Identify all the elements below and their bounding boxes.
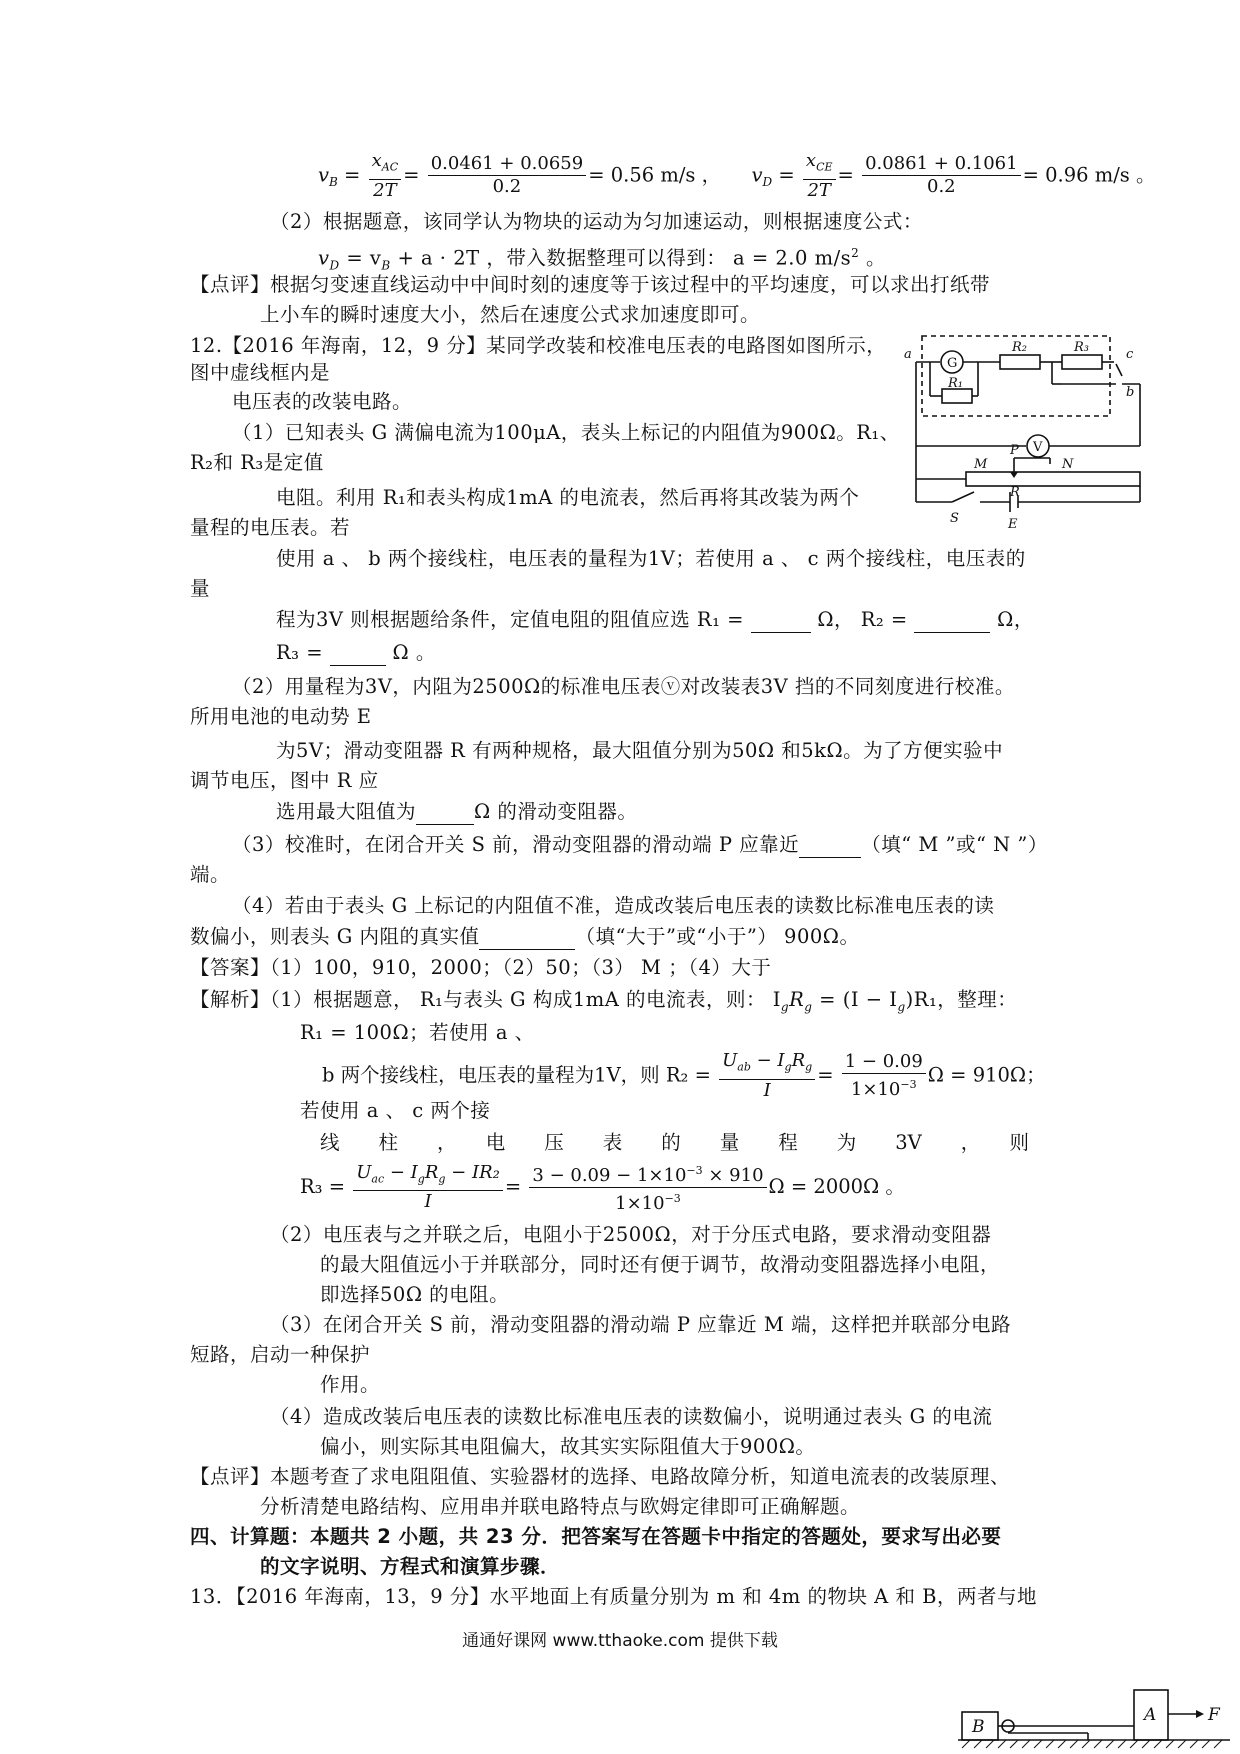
m-label: M	[974, 457, 988, 472]
text-line: 数偏小，则表头 G 内阻的真实值 （填“大于”或“小于”） 900Ω。	[190, 925, 860, 948]
answer-blank-r2	[914, 614, 990, 633]
text-line: 作用。	[320, 1373, 381, 1396]
text-line: 调节电压，图中 R 应	[190, 769, 379, 792]
answer-blank-p	[799, 839, 861, 858]
p-label: P	[1010, 443, 1019, 458]
circuit-diagram	[900, 334, 1150, 534]
answer-blank-r	[416, 806, 474, 825]
block-b-label: B	[972, 1717, 985, 1737]
equation-vb-vd: $v_B$ = $\frac{x_{AC}}{2T}$ = $\frac{0.0461 + 0.0659}{0.2}$ = 0.56 m/s ， $v_D$ = $\frac{x_{CE}}{2T}$ = $\frac{0.0861 + 0.1061}{0.2}$ = 0.96 m/s 。	[318, 150, 1156, 201]
text-line: 量	[190, 577, 211, 600]
text-line: 电阻。利用 R₁和表头构成1mA 的电流表，然后再将其改装为两个	[276, 486, 860, 509]
question-13-title: 13．【2016 年海南，13，9 分】水平地面上有质量分别为 m 和 4m 的物块 A 和 B，两者与地	[190, 1585, 1037, 1608]
text-line: 程为3V 则根据题给条件，定值电阻的阻值应选 R₁ = Ω， R₂ = Ω，	[276, 608, 1034, 631]
text-line: R₂和 R₃是定值	[190, 451, 324, 474]
battery-label: E	[1008, 517, 1018, 532]
text-line: 偏小，则实际其电阻偏大，故其实实际阻值大于900Ω。	[320, 1435, 816, 1458]
text-line: 量程的电压表。若	[190, 516, 351, 539]
text-line: （3）校准时，在闭合开关 S 前，滑动变阻器的滑动端 P 应靠近 （填“ M ”或“ N ”）	[232, 833, 1048, 856]
force-f-label: F	[1208, 1705, 1220, 1725]
text-line: 短路，启动一种保护	[190, 1343, 371, 1366]
text-line: （1）已知表头 G 满偏电流为100μA，表头上标记的内阻值为900Ω。R₁、	[232, 421, 900, 444]
r2-label: R₂	[1012, 340, 1027, 355]
text-line: （3）在闭合开关 S 前，滑动变阻器的滑动端 P 应靠近 M 端，这样把并联部分电路	[270, 1313, 1012, 1336]
text-line: 【解析】（1）根据题意， R₁与表头 G 构成1mA 的电流表，则： $I_gR_g = (I - I_g)R_1$，整理：	[190, 988, 1018, 1014]
answer-blank-r1	[751, 614, 811, 633]
text-line: 上小车的瞬时速度大小，然后在速度公式求加速度即可。	[260, 303, 761, 326]
text-line: $v_D = v_B + a \cdot 2T$ ，带入数据整理可以得到： a = 2.0 $m/s^2$ 。	[318, 246, 886, 273]
r3-label: R₃	[1074, 340, 1089, 355]
n-label: N	[1062, 457, 1074, 472]
text-line: 若使用 a 、 c 两个接	[300, 1099, 491, 1122]
text-line: 电压表的改装电路。	[232, 390, 413, 413]
equation-r3: R₃ = $\frac{U_{ac} - I_gR_g - IR_2}{I}$ = $\frac{3 - 0.09 - 1\times 10^{-3} \times 910}{1\times 10^{-3}}$ Ω = 2000Ω 。	[300, 1161, 905, 1214]
text-line: （2）电压表与之并联之后，电阻小于2500Ω，对于分压式电路，要求滑动变阻器	[270, 1223, 992, 1246]
text-line: 选用最大阻值为 Ω 的滑动变阻器。	[276, 800, 638, 823]
text-line: （2）根据题意，该同学认为物块的运动为匀加速运动，则根据速度公式：	[270, 210, 923, 233]
page-footer: 通通好课网 www.tthaoke.com 提供下载	[462, 1631, 778, 1651]
answer-blank-g	[479, 931, 575, 950]
blocks-figure	[958, 1634, 1230, 1750]
text-line: 【点评】根据匀变速直线运动中中间时刻的速度等于该过程中的平均速度，可以求出打纸带	[190, 273, 991, 296]
section-heading: 四、计算题：本题共 2 小题，共 23 分．把答案写在答题卡中指定的答题处，要求写出必要	[190, 1525, 1002, 1548]
galvanometer-label: G	[947, 356, 958, 371]
text-line: （2）用量程为3V，内阻为2500Ω的标准电压表ⓥ对改装表3V 挡的不同刻度进行校准。	[232, 675, 1015, 698]
r1-label: R₁	[948, 376, 963, 391]
block-a-label: A	[1144, 1705, 1157, 1725]
text-line: 所用电池的电动势 E	[190, 705, 372, 728]
terminal-c-label: c	[1126, 347, 1134, 362]
text-line: （4）造成改装后电压表的读数比标准电压表的读数偏小，说明通过表头 G 的电流	[270, 1405, 993, 1428]
voltmeter-label: V	[1033, 440, 1043, 455]
text-line: 线 柱 ， 电 压 表 的 量 程 为 3V ， 则	[320, 1131, 1029, 1154]
text-line: 图中虚线框内是	[190, 361, 331, 384]
answer-line: 【答案】（1）100，910，2000；（2）50；（3） M ；（4）大于	[190, 956, 772, 979]
question-12-title: 12.【2016 年海南，12，9 分】某同学改装和校准电压表的电路图如图所示，	[190, 334, 887, 357]
answer-blank-r3	[330, 647, 386, 666]
section-heading: 的文字说明、方程式和演算步骤．	[260, 1555, 561, 1578]
text-line: 即选择50Ω 的电阻。	[320, 1283, 510, 1306]
text-line: R₃ = Ω 。	[276, 641, 436, 664]
text-line: 【点评】本题考查了求电阻阻值、实验器材的选择、电路故障分析，知道电流表的改装原理、	[190, 1465, 1011, 1488]
text-line: 端。	[190, 863, 231, 886]
switch-label: S	[950, 511, 959, 526]
text-line: 使用 a 、 b 两个接线柱，电压表的量程为1V；若使用 a 、 c 两个接线柱，电压表的	[276, 547, 1026, 570]
terminal-b-label: b	[1126, 385, 1135, 400]
terminal-a-label: a	[904, 347, 912, 362]
text-line: （4）若由于表头 G 上标记的内阻值不准，造成改装后电压表的读数比标准电压表的读	[232, 894, 995, 917]
text-line: 为5V；滑动变阻器 R 有两种规格，最大阻值分别为50Ω 和5kΩ。为了方便实验中	[276, 739, 1004, 762]
rheostat-label: R	[1010, 485, 1020, 500]
text-line: R₁ = 100Ω；若使用 a 、	[300, 1021, 535, 1044]
text-line: 分析清楚电路结构、应用串并联电路特点与欧姆定律即可正确解题。	[260, 1495, 861, 1518]
text-line: 的最大阻值远小于并联部分，同时还有便于调节，故滑动变阻器选择小电阻，	[320, 1253, 1001, 1276]
equation-r2: b 两个接线柱，电压表的量程为1V，则 R₂ = $\frac{U_{ab} - I_gR_g}{I}$ = $\frac{1 - 0.09}{1\times 10^{-3}}$ Ω = 910Ω；	[322, 1050, 1046, 1101]
